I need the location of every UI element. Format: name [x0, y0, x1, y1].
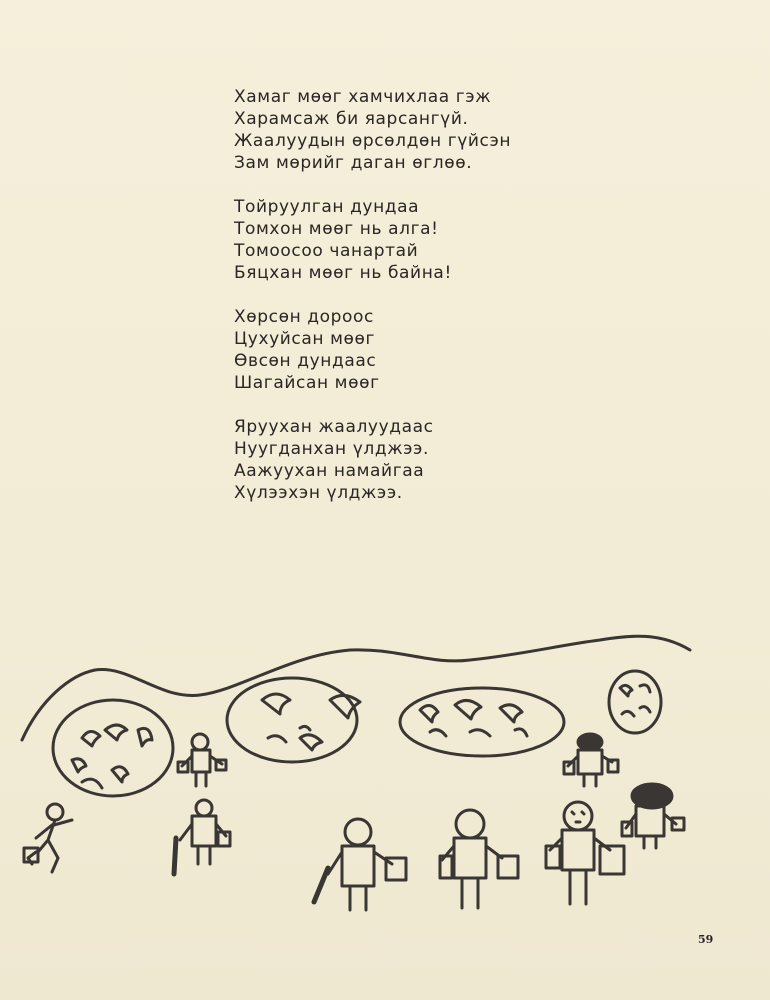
poem-line: Хамаг мөөг хамчихлаа гэж [234, 87, 492, 107]
poem-line: Жаалуудын өрсөлдөн гүйсэн [234, 131, 512, 151]
poem-line: Нуугданхан үлджээ. [234, 439, 429, 459]
poem-line: Томоосоо чанартай [234, 241, 419, 261]
poem-line: Шагайсан мөөг [234, 373, 380, 393]
stanza-3 [234, 306, 634, 394]
poem-line: Өвсөн дундаас [234, 351, 377, 371]
children-picking-mushrooms-drawing-icon [0, 620, 770, 940]
poem [234, 86, 634, 526]
poem-line: Тойруулган дундаа [234, 197, 420, 217]
poem-line: Хүлээхэн үлджээ. [234, 483, 403, 503]
poem-line: Зам мөрийг даган өглөө. [234, 153, 473, 173]
poem-line: Бяцхан мөөг нь байна! [234, 263, 452, 283]
poem-line: Томхон мөөг нь алга! [234, 219, 439, 239]
poem-line: Харамсаж би яарсангүй. [234, 109, 469, 129]
page-number: 59 [698, 933, 714, 946]
poem-line: Цухуйсан мөөг [234, 329, 376, 349]
stanza-1 [234, 86, 634, 174]
poem-line: Аажуухан намайгаа [234, 461, 425, 481]
poem-line: Хөрсөн дороос [234, 307, 374, 327]
stanza-4 [234, 416, 634, 504]
stanza-2 [234, 196, 634, 284]
poem-line: Яруухан жаалуудаас [234, 417, 434, 437]
